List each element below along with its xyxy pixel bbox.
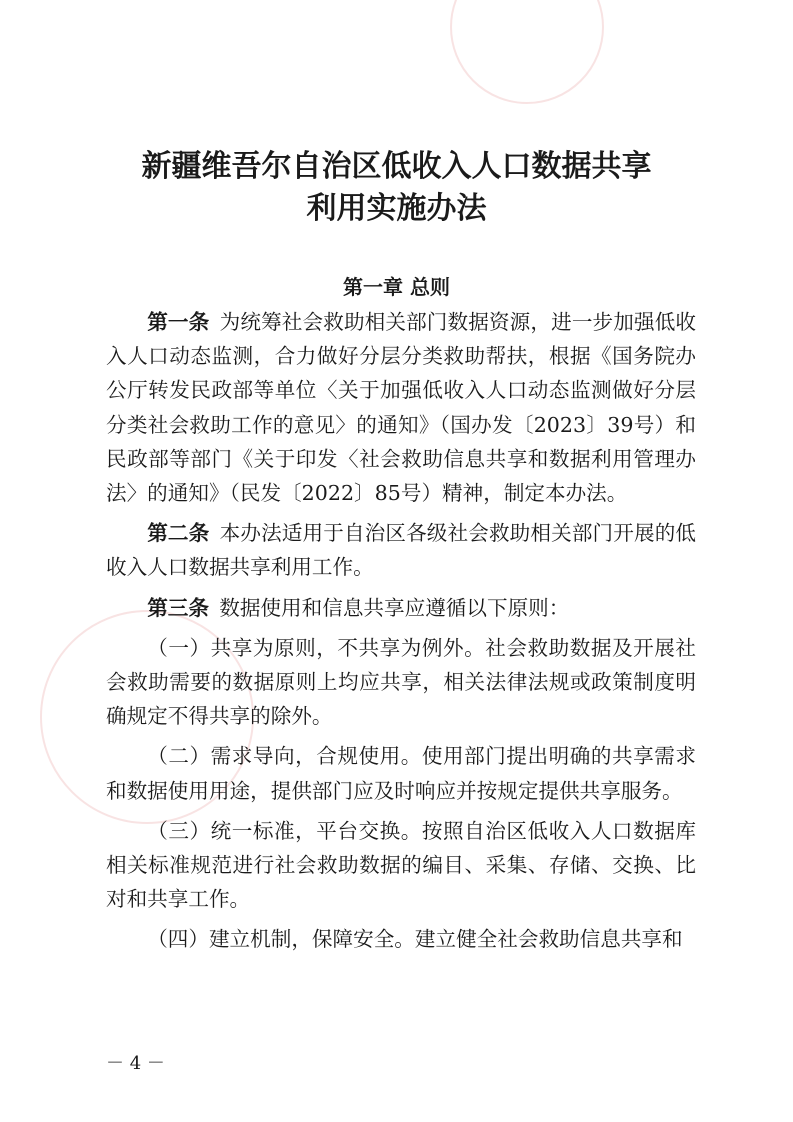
paragraph-text: （四）建立机制，保障安全。建立健全社会救助信息共享和: [147, 927, 683, 952]
document-title-line-2: 利用实施办法: [306, 191, 487, 226]
article-label: 第一条: [147, 310, 210, 334]
paragraph-text: （三）统一标准，平台交换。按照自治区低收入人口数据库相关标准规范进行社会救助数据的编目、采集、存储、交换、比对和共享工作。: [106, 818, 696, 912]
article-1: [106, 305, 696, 510]
principle-3: [106, 814, 696, 917]
article-label: 第三条: [147, 595, 209, 620]
article-label: 第二条: [147, 521, 210, 546]
principle-2: [106, 739, 696, 807]
paragraph-text: （一）共享为原则，不共享为例外。社会救助数据及开展社会救助需要的数据原则上均应共享，相关法律法规或政策制度明确规定不得共享的除外。: [106, 635, 696, 729]
page-number: － 4 －: [106, 1053, 165, 1074]
article-text: 为统筹社会救助相关部门数据资源，进一步加强低收入人口动态监测，合力做好分层分类救助帮扶，根据《国务院办公厅转发民政部等单位〈关于加强低收入人口动态监测做好分层分类社会救助工作的意见〉的通知》（国办发〔2023〕39号）和民政部等部门《关于印发〈社会救助信息共享和数据利用管理办法〉的通知》（民发〔2022〕85号）精神，制定本办法。: [106, 310, 697, 506]
document-title-line-1: 新疆维吾尔自治区低收入人口数据共享: [141, 149, 652, 184]
article-text: 本办法适用于自治区各级社会救助相关部门开展的低收入人口数据共享利用工作。: [106, 521, 697, 580]
article-text: 数据使用和信息共享应遵循以下原则：: [219, 595, 570, 620]
principle-1: [106, 631, 696, 734]
article-3: [106, 591, 696, 625]
chapter-heading: 第一章 总则: [343, 275, 450, 299]
article-2: [106, 516, 696, 584]
paragraph-text: （二）需求导向，合规使用。使用部门提出明确的共享需求和数据使用用途，提供部门应及时响应并按规定提供共享服务。: [106, 744, 696, 803]
document-body: [106, 305, 696, 963]
principle-4: [106, 922, 696, 956]
red-seal-stamp: [450, 0, 604, 104]
